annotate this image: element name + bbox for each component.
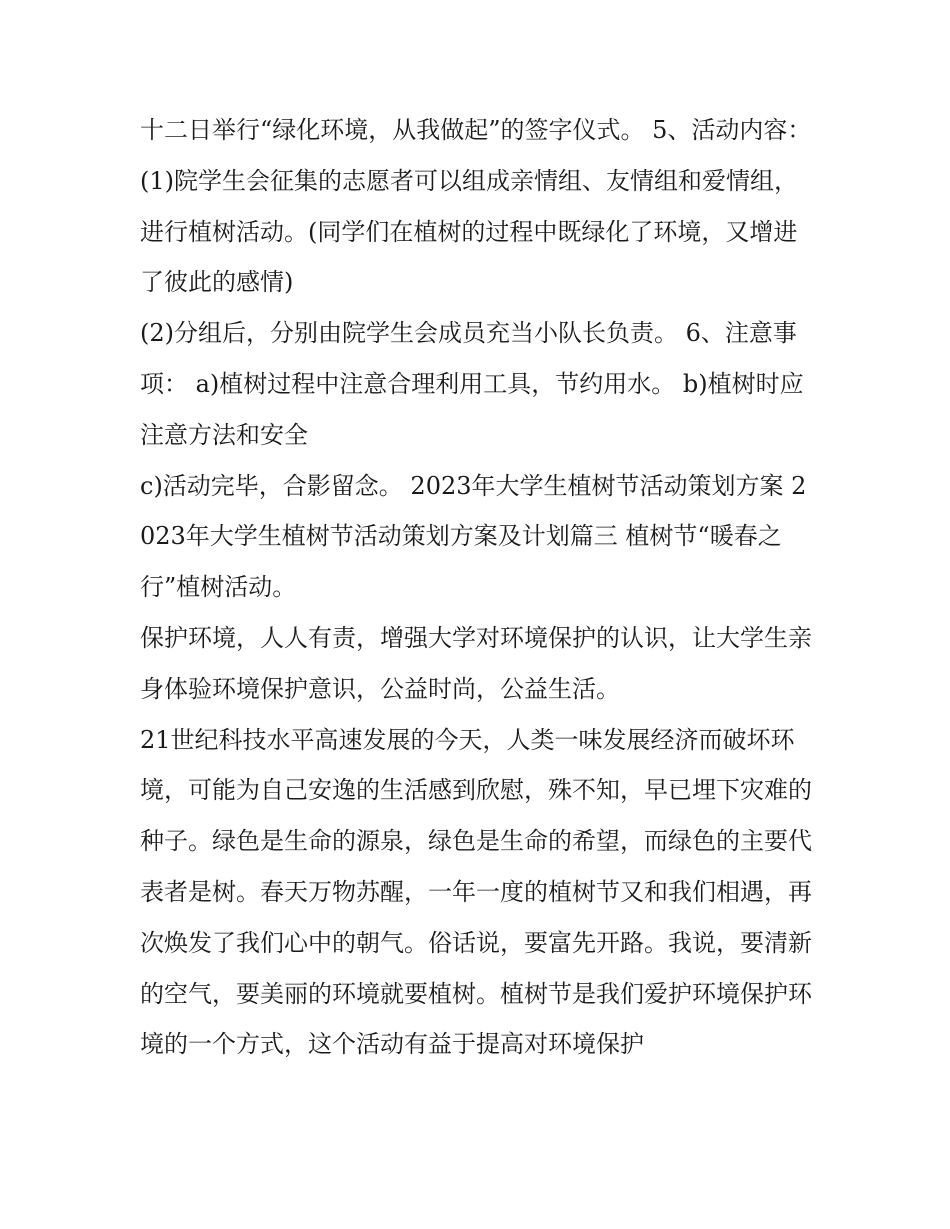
paragraph-title-plan: c)活动完毕，合影留念。 2023年大学生植树节活动策划方案 2023年大学生植树节活动策划方案及计划篇三 植树节“暖春之行”植树活动。 bbox=[140, 471, 807, 602]
paragraph-purpose: 保护环境，人人有责，增强大学对环境保护的认识，让大学生亲身体验环境保护意识，公益时尚，公益生活。 bbox=[140, 623, 812, 703]
document-body bbox=[140, 105, 820, 1070]
paragraph-volunteer-groups: (1)院学生会征集的志愿者可以组成亲情组、友情组和爱情组，进行植树活动。(同学们在植树的过程中既绿化了环境，又增进了彼此的感情) bbox=[140, 166, 798, 297]
paragraph-activity-content: 十二日举行“绿化环境，从我做起”的签字仪式。 5、活动内容： bbox=[140, 116, 812, 144]
paragraph-background: 21世纪科技水平高速发展的今天，人类一味发展经济而破坏环境，可能为自己安逸的生活感到欣慰，殊不知，早已埋下灾难的种子。绿色是生命的源泉，绿色是生命的希望，而绿色的主要代表者是树。春天万物苏醒，一年一度的植树节又和我们相遇，再次焕发了我们心中的朝气。俗话说，要富先开路。我说，要清新的空气，要美丽的环境就要植树。植树节是我们爱护环境保护环境的一个方式，这个活动有益于提高对环境保护 bbox=[140, 725, 812, 1059]
paragraph-notes: (2)分组后，分别由院学生会成员充当小队长负责。 6、注意事项： a)植树过程中注意合理利用工具，节约用水。 b)植树时应注意方法和安全 bbox=[140, 319, 804, 449]
